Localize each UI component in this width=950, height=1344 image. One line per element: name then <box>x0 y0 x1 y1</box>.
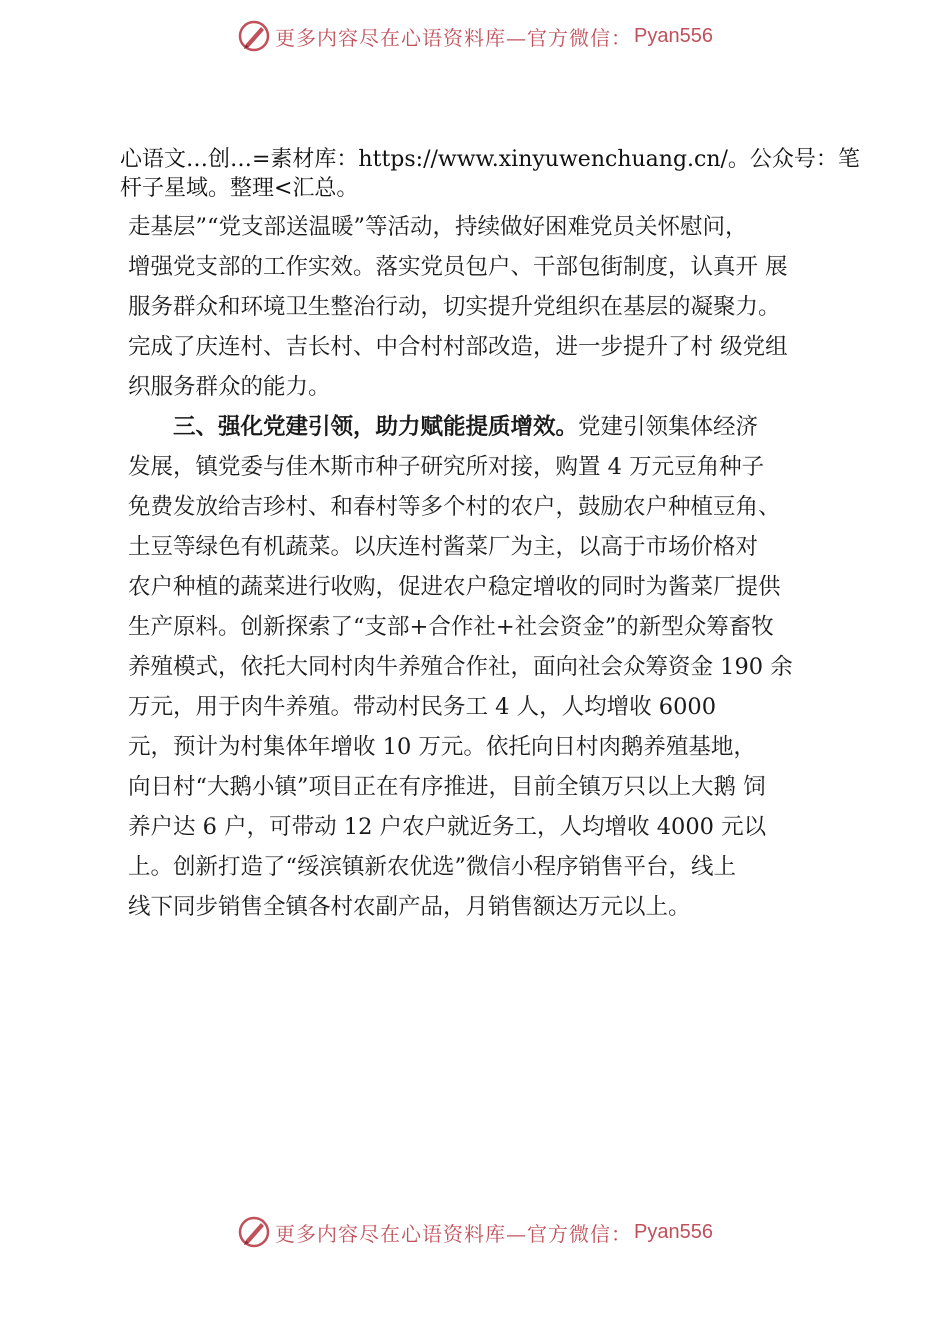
text-line <box>128 767 840 807</box>
text-line <box>128 847 840 887</box>
text-line <box>128 727 840 767</box>
line-text: 服务群众和环境卫生整治行动，切实提升党组织在基层的凝聚力。 <box>128 294 781 320</box>
line-text: 土豆等绿色有机蔬菜。以庆连村酱菜厂为主，以高于市场价格对 <box>128 534 759 560</box>
pen-logo-icon <box>237 19 271 53</box>
source-note: 心语文…创…=素材库：https://www.xinyuwenchuang.cn/。公众号：笔杆子星域。整理<汇总。 <box>120 147 860 201</box>
text-line <box>128 567 840 607</box>
text-line <box>128 687 840 727</box>
line-text: 增强党支部的工作实效。落实党员包户、干部包街制度，认真开 展 <box>128 254 788 280</box>
text-line <box>128 207 840 247</box>
text-line <box>128 807 840 847</box>
line-text: 农户种植的蔬菜进行收购，促进农户稳定增收的同时为酱菜厂提供 <box>128 574 781 600</box>
line-text: 向日村“大鹅小镇”项目正在有序推进，目前全镇万只以上大鹅 饲 <box>128 774 766 800</box>
banner-text: 更多内容尽在心语资料库—官方微信： <box>275 1221 633 1246</box>
text-line <box>128 647 840 687</box>
text-line <box>128 407 840 447</box>
line-text: 线下同步销售全镇各村农副产品，月销售额达万元以上。 <box>128 894 691 920</box>
line-text: 发展，镇党委与佳木斯市种子研究所对接，购置 4 万元豆角种子 <box>128 454 765 480</box>
text-line <box>128 447 840 487</box>
line-text: 走基层”“党支部送温暖”等活动，持续做好困难党员关怀慰问， <box>128 214 748 240</box>
line-text: 免费发放给吉珍村、和春村等多个村的农户，鼓励农户种植豆角、 <box>128 494 781 520</box>
line-text: 生产原料。创新探索了“支部+合作社+社会资金”的新型众筹畜牧 <box>128 614 774 640</box>
banner-wechat-id: Pyan556 <box>634 1220 713 1243</box>
text-line <box>128 607 840 647</box>
line-text: 养殖模式，依托大同村肉牛养殖合作社，面向社会众筹资金 190 余 <box>128 654 793 680</box>
text-line <box>128 487 840 527</box>
section-heading: 三、强化党建引领，助力赋能提质增效。 <box>173 414 579 440</box>
line-text: 完成了庆连村、吉长村、中合村村部改造，进一步提升了村 级党组 <box>128 334 788 360</box>
line-text: 元，预计为村集体年增收 10 万元。依托向日村肉鹅养殖基地， <box>128 734 756 760</box>
header-banner <box>0 14 950 58</box>
text-line <box>128 887 840 927</box>
text-line <box>128 527 840 567</box>
banner-wechat-id: Pyan556 <box>634 24 713 47</box>
text-line <box>128 247 840 287</box>
text-line <box>128 367 840 407</box>
footer-banner <box>0 1210 950 1254</box>
text-line <box>128 327 840 367</box>
banner-text: 更多内容尽在心语资料库—官方微信： <box>275 25 633 50</box>
pen-logo-icon <box>237 1215 271 1249</box>
line-text: 养户达 6 户，可带动 12 户农户就近务工，人均增收 4000 元以 <box>128 814 767 840</box>
line-text: 万元，用于肉牛养殖。带动村民务工 4 人，人均增收 6000 <box>128 694 717 720</box>
document-body <box>128 207 840 927</box>
text-line <box>128 287 840 327</box>
line-text: 织服务群众的能力。 <box>128 374 331 400</box>
line-text: 上。创新打造了“绥滨镇新农优选”微信小程序销售平台，线上 <box>128 854 737 880</box>
line-text: 党建引领集体经济 <box>578 414 759 440</box>
